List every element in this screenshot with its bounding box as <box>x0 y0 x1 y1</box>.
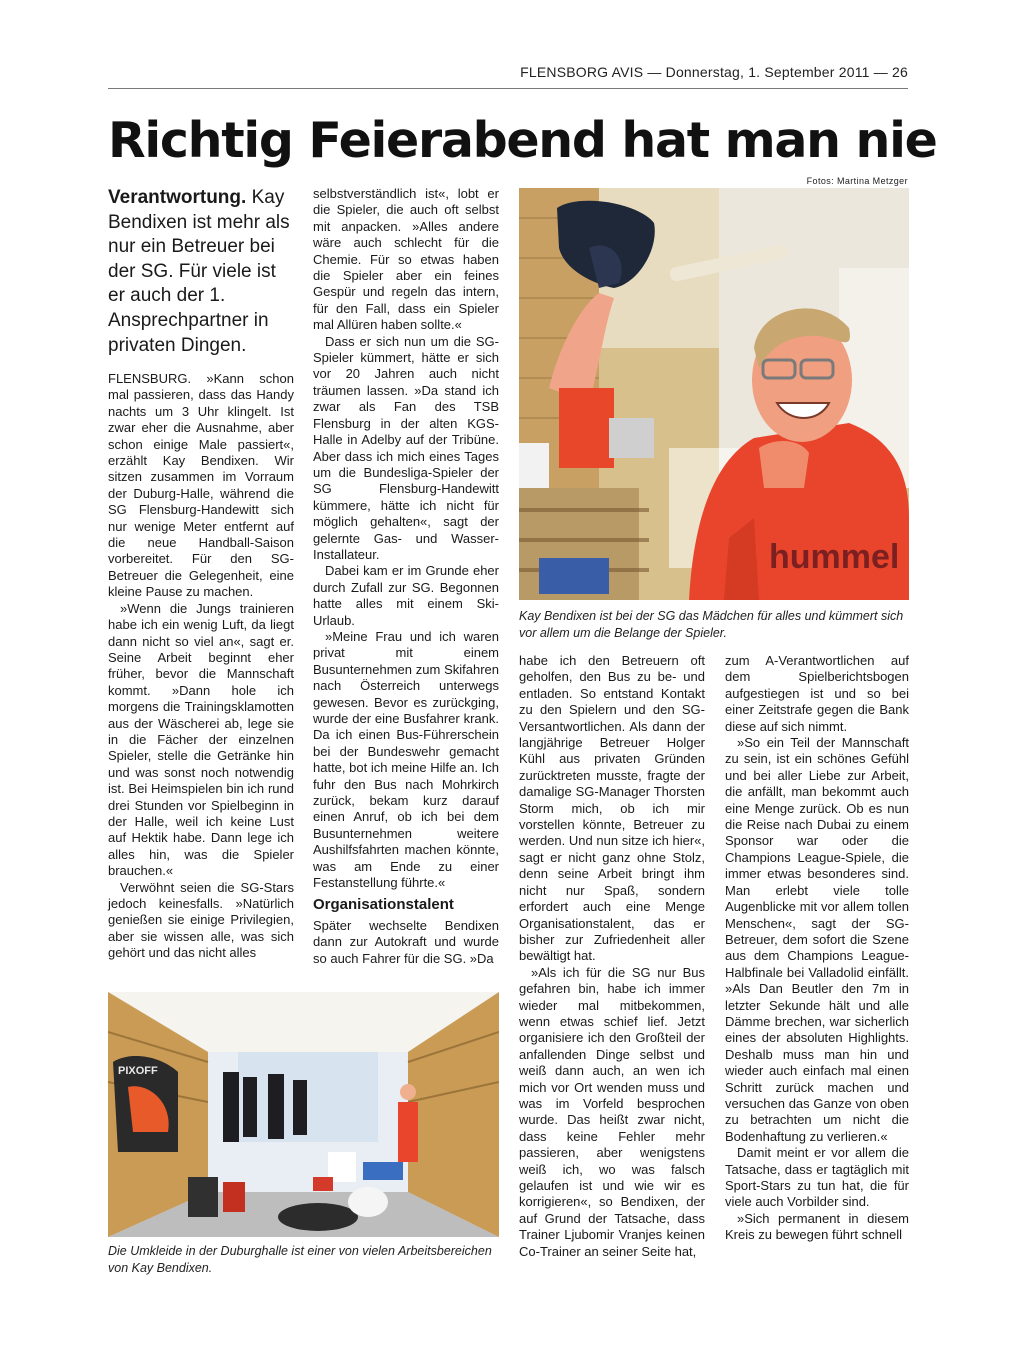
article-column-2 <box>313 186 499 967</box>
page-header <box>108 62 908 89</box>
photo-kay-bendixen <box>519 188 909 600</box>
paragraph: FLENSBURG. »Kann schon mal passieren, dass das Handy nachts um 3 Uhr klingelt. Ist zwar eher die Ausnahme, aber schon einige Male passiert«, erzählt Kay Bendixen. Wir sitzen zusammen im Vorraum der Duburg-Halle, während die SG Flensburg-Handewitt sich nur wenige Meter entfernt auf die neue Handball-Saison vorbereitet. Für den SG-Betreuer die Gelegenheit, eine kleine Pause zu machen. <box>108 371 294 600</box>
paragraph: selbstverständlich ist«, lobt er die Spieler, die auch oft selbst mit anpacken. »Alles andere wäre auch schlecht für die Chemie. Für so etwas haben die Spieler aber ein feines Gespür und regeln das intern, für den Fall, dass ein Spieler mal Allüren haben sollte.« <box>313 186 499 333</box>
paragraph: Damit meint er vor allem die Tatsache, dass er tagtäglich mit Sport-Stars zu tun hat, die für viele auch Vorbilder sind. <box>725 1145 909 1210</box>
photo-credit: Fotos: Martina Metzger <box>806 176 908 186</box>
photo-caption-small: Die Umkleide in der Duburghalle ist einer von vielen Arbeitsbereichen von Kay Bendixen. <box>108 1244 492 1275</box>
paragraph: »So ein Teil der Mannschaft zu sein, ist ein schönes Gefühl und bei aller Liebe zur Arbeit, die anfällt, man bekommt auch eine Menge zurück. Ob es nun die Reise nach Dubai zu einem Sponsor war oder die Champions League-Spiele, die immer etwas besonderes sind. Man erlebt viele tolle Augenblicke mit vor allem tollen Menschen«, sagt der SG-Betreuer, dem sofort die Szene aus dem Champions League-Halbfinale bei Valladolid einfällt. »Als Dan Beutler den 7m in letzter Sekunde hält und alle Dämme brechen, war sicherlich eines der absoluten Highlights. Deshalb muss man hin und wieder auch einfach mal einen Schritt zurück machen und versuchen das Ganze von oben zu betrachten um nicht die Bodenhaftung zu verlieren.« <box>725 735 909 1144</box>
article-column-1 <box>108 371 294 962</box>
paragraph: zum A-Verantwortlichen auf dem Spielberichtsbogen aufgestiegen ist und so bei einer Zeitstrafe gegen die Bank diese auf sich nimmt. <box>725 653 909 734</box>
paragraph: »Wenn die Jungs trainieren habe ich ein wenig Luft, da liegt dann nicht so viel an«, sagt er. Seine Arbeit beginnt eher früher, bevor die Mannschaft kommt. »Dann hole ich morgens die Trainingsklamotten aus der Wäscherei ab, lege sie in die Fächer der einzelnen Spieler, stelle die Getränke hin und was sonst noch notwendig ist. Bei Heimspielen bin ich rund drei Stunden vor Spielbeginn in der Halle, weil ich keine Lust auf Hektik habe. Dann lege ich alles hin, was die Spieler brauchen.« <box>108 600 294 879</box>
intro-lead <box>108 186 298 358</box>
photo-small-illustration <box>108 992 499 1237</box>
paragraph: »Sich permanent in diesem Kreis zu bewegen führt schnell <box>725 1210 909 1243</box>
paragraph: »Als ich für die SG nur Bus gefahren bin, habe ich immer wieder mal mitbekommen, wenn etwas schief lief. Jetzt organisiere ich den Großteil der anfallenden Dinge selbst und weiß dann auch, an wen ich mich vor Ort wenden muss und was im Vorfeld besprochen wurde. Das heißt zwar nicht, dass keine Fehler mehr passieren, aber wenigstens weiß ich, wo was falsch gelaufen ist und wie wir es korrigieren«, so Bendixen, der auf Grund der Tatsache, dass Trainer Ljubomir Vranjes keinen Co-Trainer an seiner Seite hat, <box>519 964 705 1259</box>
intro-lead-text: Kay Bendixen ist mehr als nur ein Betreuer bei der SG. Für viele ist er auch der 1. Ansprechpartner in privaten Dingen. <box>108 187 290 356</box>
headline: Richtig Feierabend hat man nie <box>108 112 937 169</box>
paragraph: Dabei kam er im Grunde eher durch Zufall zur SG. Begonnen hatte alles mit einem Ski-Urlaub. <box>313 563 499 628</box>
intro-lead-keyword: Verantwortung. <box>108 187 247 208</box>
paragraph: Dass er sich nun um die SG-Spieler kümmert, hätte er sich vor 20 Jahren auch nicht träumen lassen. »Da stand ich zwar als Fan des TSB Flensburg in der alten KGS-Halle in Adelby auf der Tribüne. Aber dass ich mich eines Tages um die Bundesliga-Spieler der SG Flensburg-Handewitt kümmere, hätte ich nicht für möglich gehalten«, sagt der gelernte Gas- und Wasser-Installateur. <box>313 333 499 562</box>
article-column-3 <box>519 653 705 1260</box>
paragraph: »Meine Frau und ich waren privat mit einem Busunternehmen zum Skifahren nach Österreich unterwegs gewesen. Bevor es zurückging, wurde der eine Busfahrer krank. Da ich einen Bus-Führerschein bei der Bundeswehr gemacht hatte, bot ich meine Hilfe an. Ich fuhr den Bus nach Mohrkirch zurück, bekam kurz darauf einen Anruf, ob ich bei dem Busunternehmen weitere Aushilfsfahrten machen könnte, was am Ende zu einer Festanstellung führte.« <box>313 628 499 891</box>
locker-sign-text: PIXOFF <box>118 1065 158 1077</box>
header-text: FLENSBORG AVIS — Donnerstag, 1. September 2011 — 26 <box>520 64 908 80</box>
paragraph: Später wechselte Bendixen dann zur Autokraft und wurde so auch Fahrer für die SG. »Da <box>313 917 499 966</box>
paragraph: Verwöhnt seien die SG-Stars jedoch keinesfalls. »Natürlich genießen sie einige Privilegien, aber sie wissen alle, was sich gehört und das nicht alles <box>108 879 294 961</box>
photo-caption-main: Kay Bendixen ist bei der SG das Mädchen für alles und kümmert sich vor allem um die Belange der Spieler. <box>519 609 904 640</box>
photo-main-illustration <box>519 188 909 600</box>
article-column-4 <box>725 653 909 1244</box>
subheading: Organisationstalent <box>313 896 454 914</box>
paragraph: habe ich den Betreuern oft geholfen, den Bus zu be- und entladen. So entstand Kontakt zu den Spielern und den SG-Versantwortlichen. Als dann der langjährige Betreuer Holger Kühl aus privaten Gründen zurücktreten musste, fragte der damalige SG-Manager Thorsten Storm mich, ob ich mir vorstellen könnte, Betreuer zu werden. Und nun sitze ich hier«, sagt er nicht ganz ohne Stolz, denn seine Arbeit bringt ihm nicht nur Spaß, sondern erfordert auch eine Menge Organisationstalent, das er bisher zur Zufriedenheit aller bewältigt hat. <box>519 653 705 964</box>
photo-locker-room <box>108 992 499 1237</box>
shirt-logo-text: hummel <box>769 538 900 576</box>
